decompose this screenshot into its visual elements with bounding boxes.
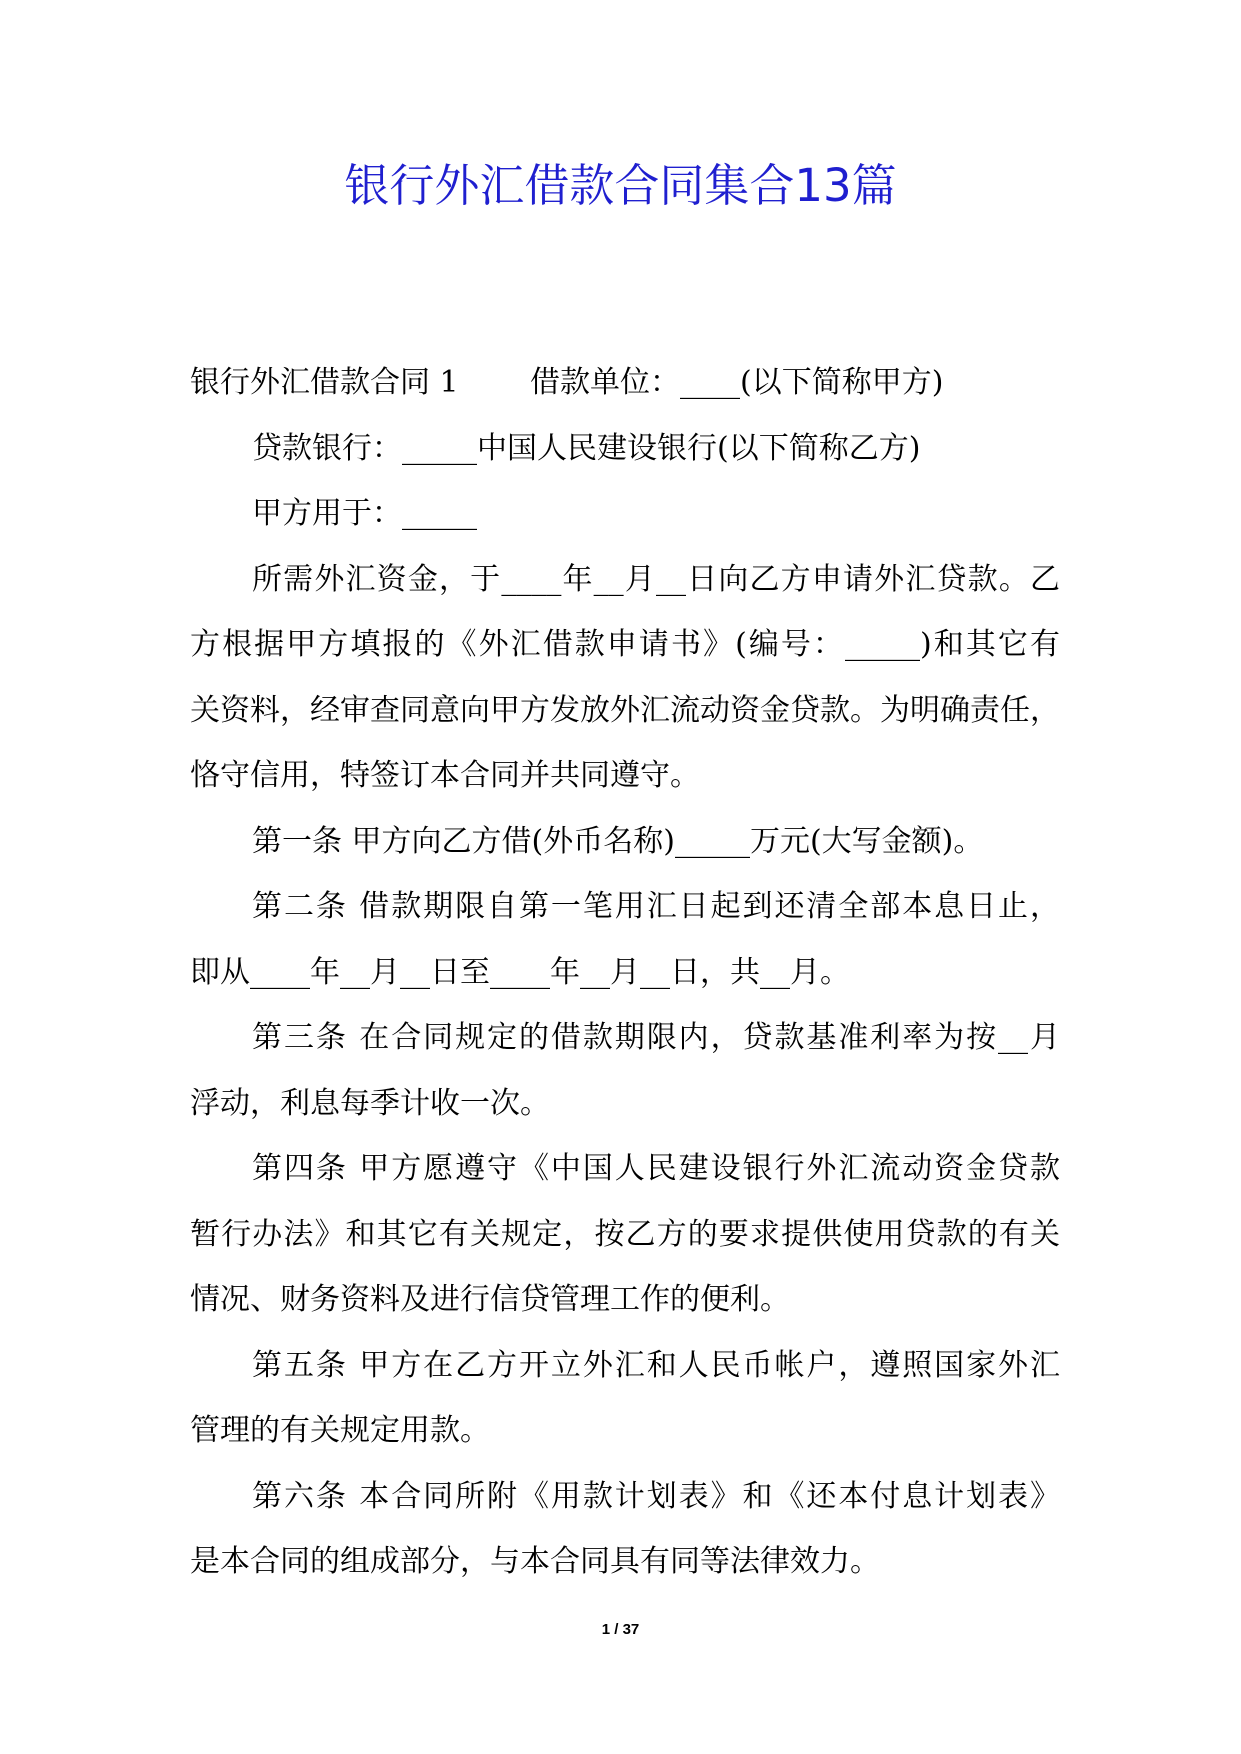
contract-heading-line	[190, 350, 1060, 416]
body-line: 所需外汇资金，于____年__月__日向乙方申请外汇贷款。乙	[252, 561, 1060, 597]
borrower-field: 借款单位：____(以下简称甲方)	[530, 365, 944, 400]
body-line: 是本合同的组成部分，与本合同具有同等法律效力。	[190, 1544, 880, 1579]
article-3-line: 第三条 在合同规定的借款期限内，贷款基准利率为按__月	[252, 1020, 1060, 1055]
document-title: 银行外汇借款合同集合13篇	[344, 159, 897, 212]
article-4-line: 第四条 甲方愿遵守《中国人民建设银行外汇流动资金贷款	[252, 1151, 1060, 1186]
body-line: 管理的有关规定用款。	[190, 1413, 490, 1448]
lender-bank-line: 贷款银行：_____中国人民建设银行(以下简称乙方)	[252, 430, 921, 466]
document-body	[190, 350, 1060, 1595]
body-line: 恪守信用，特签订本合同并共同遵守。	[190, 758, 700, 793]
body-line: 浮动，利息每季计收一次。	[190, 1085, 550, 1121]
article-2-line: 第二条 借款期限自第一笔用汇日起到还清全部本息日止，	[252, 889, 1060, 924]
contract-heading: 银行外汇借款合同 1	[190, 365, 459, 400]
article-6-line: 第六条 本合同所附《用款计划表》和《还本付息计划表》	[252, 1478, 1060, 1514]
article-1-line: 第一条 甲方向乙方借(外币名称)_____万元(大写金额)。	[252, 823, 984, 859]
article-5-line: 第五条 甲方在乙方开立外汇和人民币帐户，遵照国家外汇	[252, 1347, 1060, 1383]
body-line: 即从____年__月__日至____年__月__日，共__月。	[190, 954, 850, 990]
body-line: 情况、财务资料及进行信贷管理工作的便利。	[190, 1282, 790, 1317]
body-line: 方根据甲方填报的《外汇借款申请书》(编号：_____)和其它有	[190, 627, 1060, 662]
body-line: 关资料，经审查同意向甲方发放外汇流动资金贷款。为明确责任，	[190, 692, 1060, 728]
body-line: 暂行办法》和其它有关规定，按乙方的要求提供使用贷款的有关	[190, 1216, 1060, 1252]
page-number: 1 / 37	[601, 1621, 640, 1638]
purpose-line: 甲方用于：_____	[252, 496, 477, 531]
